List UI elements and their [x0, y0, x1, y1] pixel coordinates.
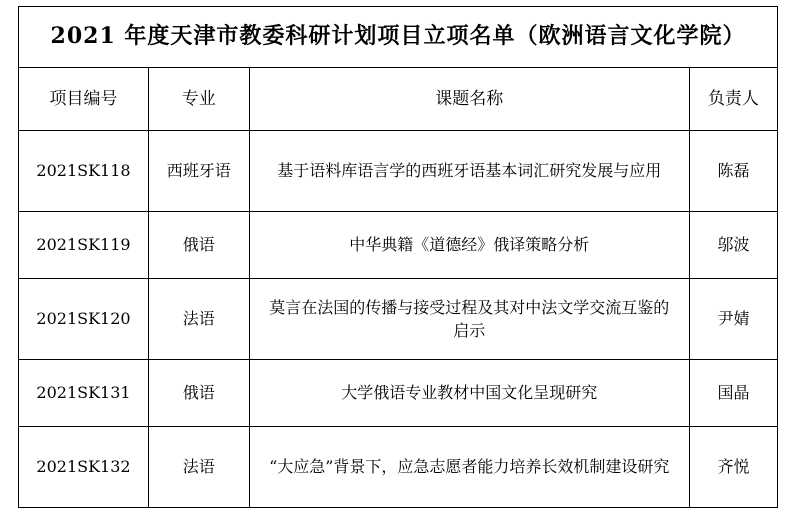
cell-project-code: 2021SK132 [19, 427, 149, 508]
column-header-major: 专业 [148, 68, 249, 131]
cell-major: 西班牙语 [148, 131, 249, 212]
cell-major: 俄语 [148, 212, 249, 279]
project-list-table [18, 6, 778, 508]
table-row [19, 131, 778, 212]
cell-leader: 尹婧 [689, 279, 777, 360]
table-row [19, 427, 778, 508]
cell-project-code: 2021SK118 [19, 131, 149, 212]
cell-project-code: 2021SK120 [19, 279, 149, 360]
cell-leader: 齐悦 [689, 427, 777, 508]
cell-project-code: 2021SK119 [19, 212, 149, 279]
cell-major: 俄语 [148, 360, 249, 427]
table-row [19, 360, 778, 427]
table-row [19, 279, 778, 360]
cell-topic: 中华典籍《道德经》俄译策略分析 [249, 212, 689, 279]
table-row [19, 212, 778, 279]
column-header-leader: 负责人 [689, 68, 777, 131]
cell-topic: 莫言在法国的传播与接受过程及其对中法文学交流互鉴的启示 [249, 279, 689, 360]
cell-topic: “大应急”背景下，应急志愿者能力培养长效机制建设研究 [249, 427, 689, 508]
cell-leader: 邬波 [689, 212, 777, 279]
cell-major: 法语 [148, 279, 249, 360]
table-header-row [19, 68, 778, 131]
cell-topic: 大学俄语专业教材中国文化呈现研究 [249, 360, 689, 427]
cell-leader: 国晶 [689, 360, 777, 427]
column-header-topic: 课题名称 [249, 68, 689, 131]
cell-project-code: 2021SK131 [19, 360, 149, 427]
page-title: 2021 年度天津市教委科研计划项目立项名单（欧洲语言文化学院） [19, 7, 778, 68]
cell-leader: 陈磊 [689, 131, 777, 212]
table-title-row [19, 7, 778, 68]
column-header-code: 项目编号 [19, 68, 149, 131]
cell-topic: 基于语料库语言学的西班牙语基本词汇研究发展与应用 [249, 131, 689, 212]
cell-major: 法语 [148, 427, 249, 508]
document-page [0, 6, 796, 477]
